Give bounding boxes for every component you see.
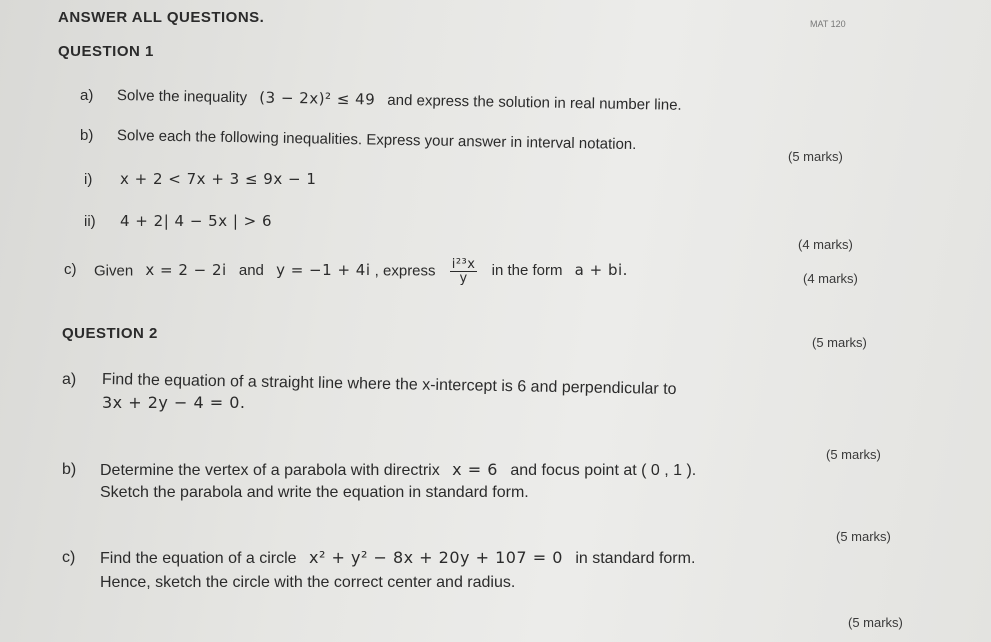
q2c-label: c)	[62, 549, 76, 566]
instruction-heading: ANSWER ALL QUESTIONS.	[58, 9, 265, 26]
q1b-marks-2: (4 marks)	[803, 271, 858, 286]
q1c-math-y: y = −1 + 4i	[276, 261, 371, 280]
q2c-line1	[100, 550, 695, 567]
question-1-title: QUESTION 1	[58, 43, 154, 60]
q1a-text-post: and express the solution in real number line.	[387, 91, 682, 114]
q1c-marks: (5 marks)	[812, 335, 867, 350]
q2b-text-post: and focus point at ( 0 , 1 ).	[510, 462, 697, 479]
q2c-marks: (5 marks)	[848, 615, 903, 630]
q2b-math: x = 6	[452, 460, 498, 479]
q1c-and: and	[238, 262, 264, 280]
q2b-line2: Sketch the parabola and write the equation in standard form.	[100, 484, 529, 501]
q1c-line	[94, 258, 628, 285]
q1c-in-the-form: in the form	[491, 262, 563, 280]
q1b-label: b)	[80, 127, 94, 144]
q1bi-label: i)	[84, 171, 93, 188]
q1a-label: a)	[80, 87, 94, 104]
q2b-text-pre: Determine the vertex of a parabola with directrix	[100, 462, 440, 479]
q2b-line1	[100, 462, 696, 479]
q2a-line1: Find the equation of a straight line where the x-intercept is 6 and perpendicular to	[101, 371, 677, 399]
q1a-marks: (5 marks)	[788, 149, 843, 164]
q1b-text: Solve each the following inequalities. Express your answer in interval notation.	[116, 127, 637, 154]
q2b-label: b)	[62, 461, 77, 478]
q1c-express: , express	[374, 262, 436, 280]
q1b-marks-1: (4 marks)	[798, 237, 853, 252]
q2a-label: a)	[62, 371, 77, 388]
q1c-label: c)	[64, 261, 77, 278]
q1c-fraction-denominator: y	[459, 271, 468, 286]
q2a-line2: 3x + 2y − 4 = 0.	[102, 393, 246, 412]
q2c-line2: Hence, sketch the circle with the correct center and radius.	[100, 574, 516, 591]
q1c-math-form: a + bi.	[574, 261, 628, 280]
q1a-text-pre: Solve the inequality	[116, 87, 248, 107]
q2c-math: x² + y² − 8x + 20y + 107 = 0	[309, 548, 563, 567]
q1c-given: Given	[94, 262, 134, 280]
q1c-fraction	[450, 258, 478, 285]
q1a-text	[117, 88, 682, 113]
question-2-title: QUESTION 2	[62, 325, 158, 342]
q2c-text-post: in standard form.	[575, 550, 696, 567]
q1bii-math: 4 + 2| 4 − 5x | > 6	[120, 212, 273, 230]
q2c-text-pre: Find the equation of a circle	[100, 550, 297, 567]
q1bii-label: ii)	[84, 213, 96, 230]
q1c-fraction-numerator: i²³x	[451, 257, 476, 272]
q2a-marks: (5 marks)	[826, 447, 881, 462]
course-code-note: MAT 120	[810, 19, 846, 29]
q2b-marks: (5 marks)	[836, 529, 891, 544]
q1a-math: (3 − 2x)² ≤ 49	[259, 88, 376, 109]
q1bi-math: x + 2 < 7x + 3 ≤ 9x − 1	[120, 170, 317, 188]
q1c-math-x: x = 2 − 2i	[145, 261, 227, 280]
